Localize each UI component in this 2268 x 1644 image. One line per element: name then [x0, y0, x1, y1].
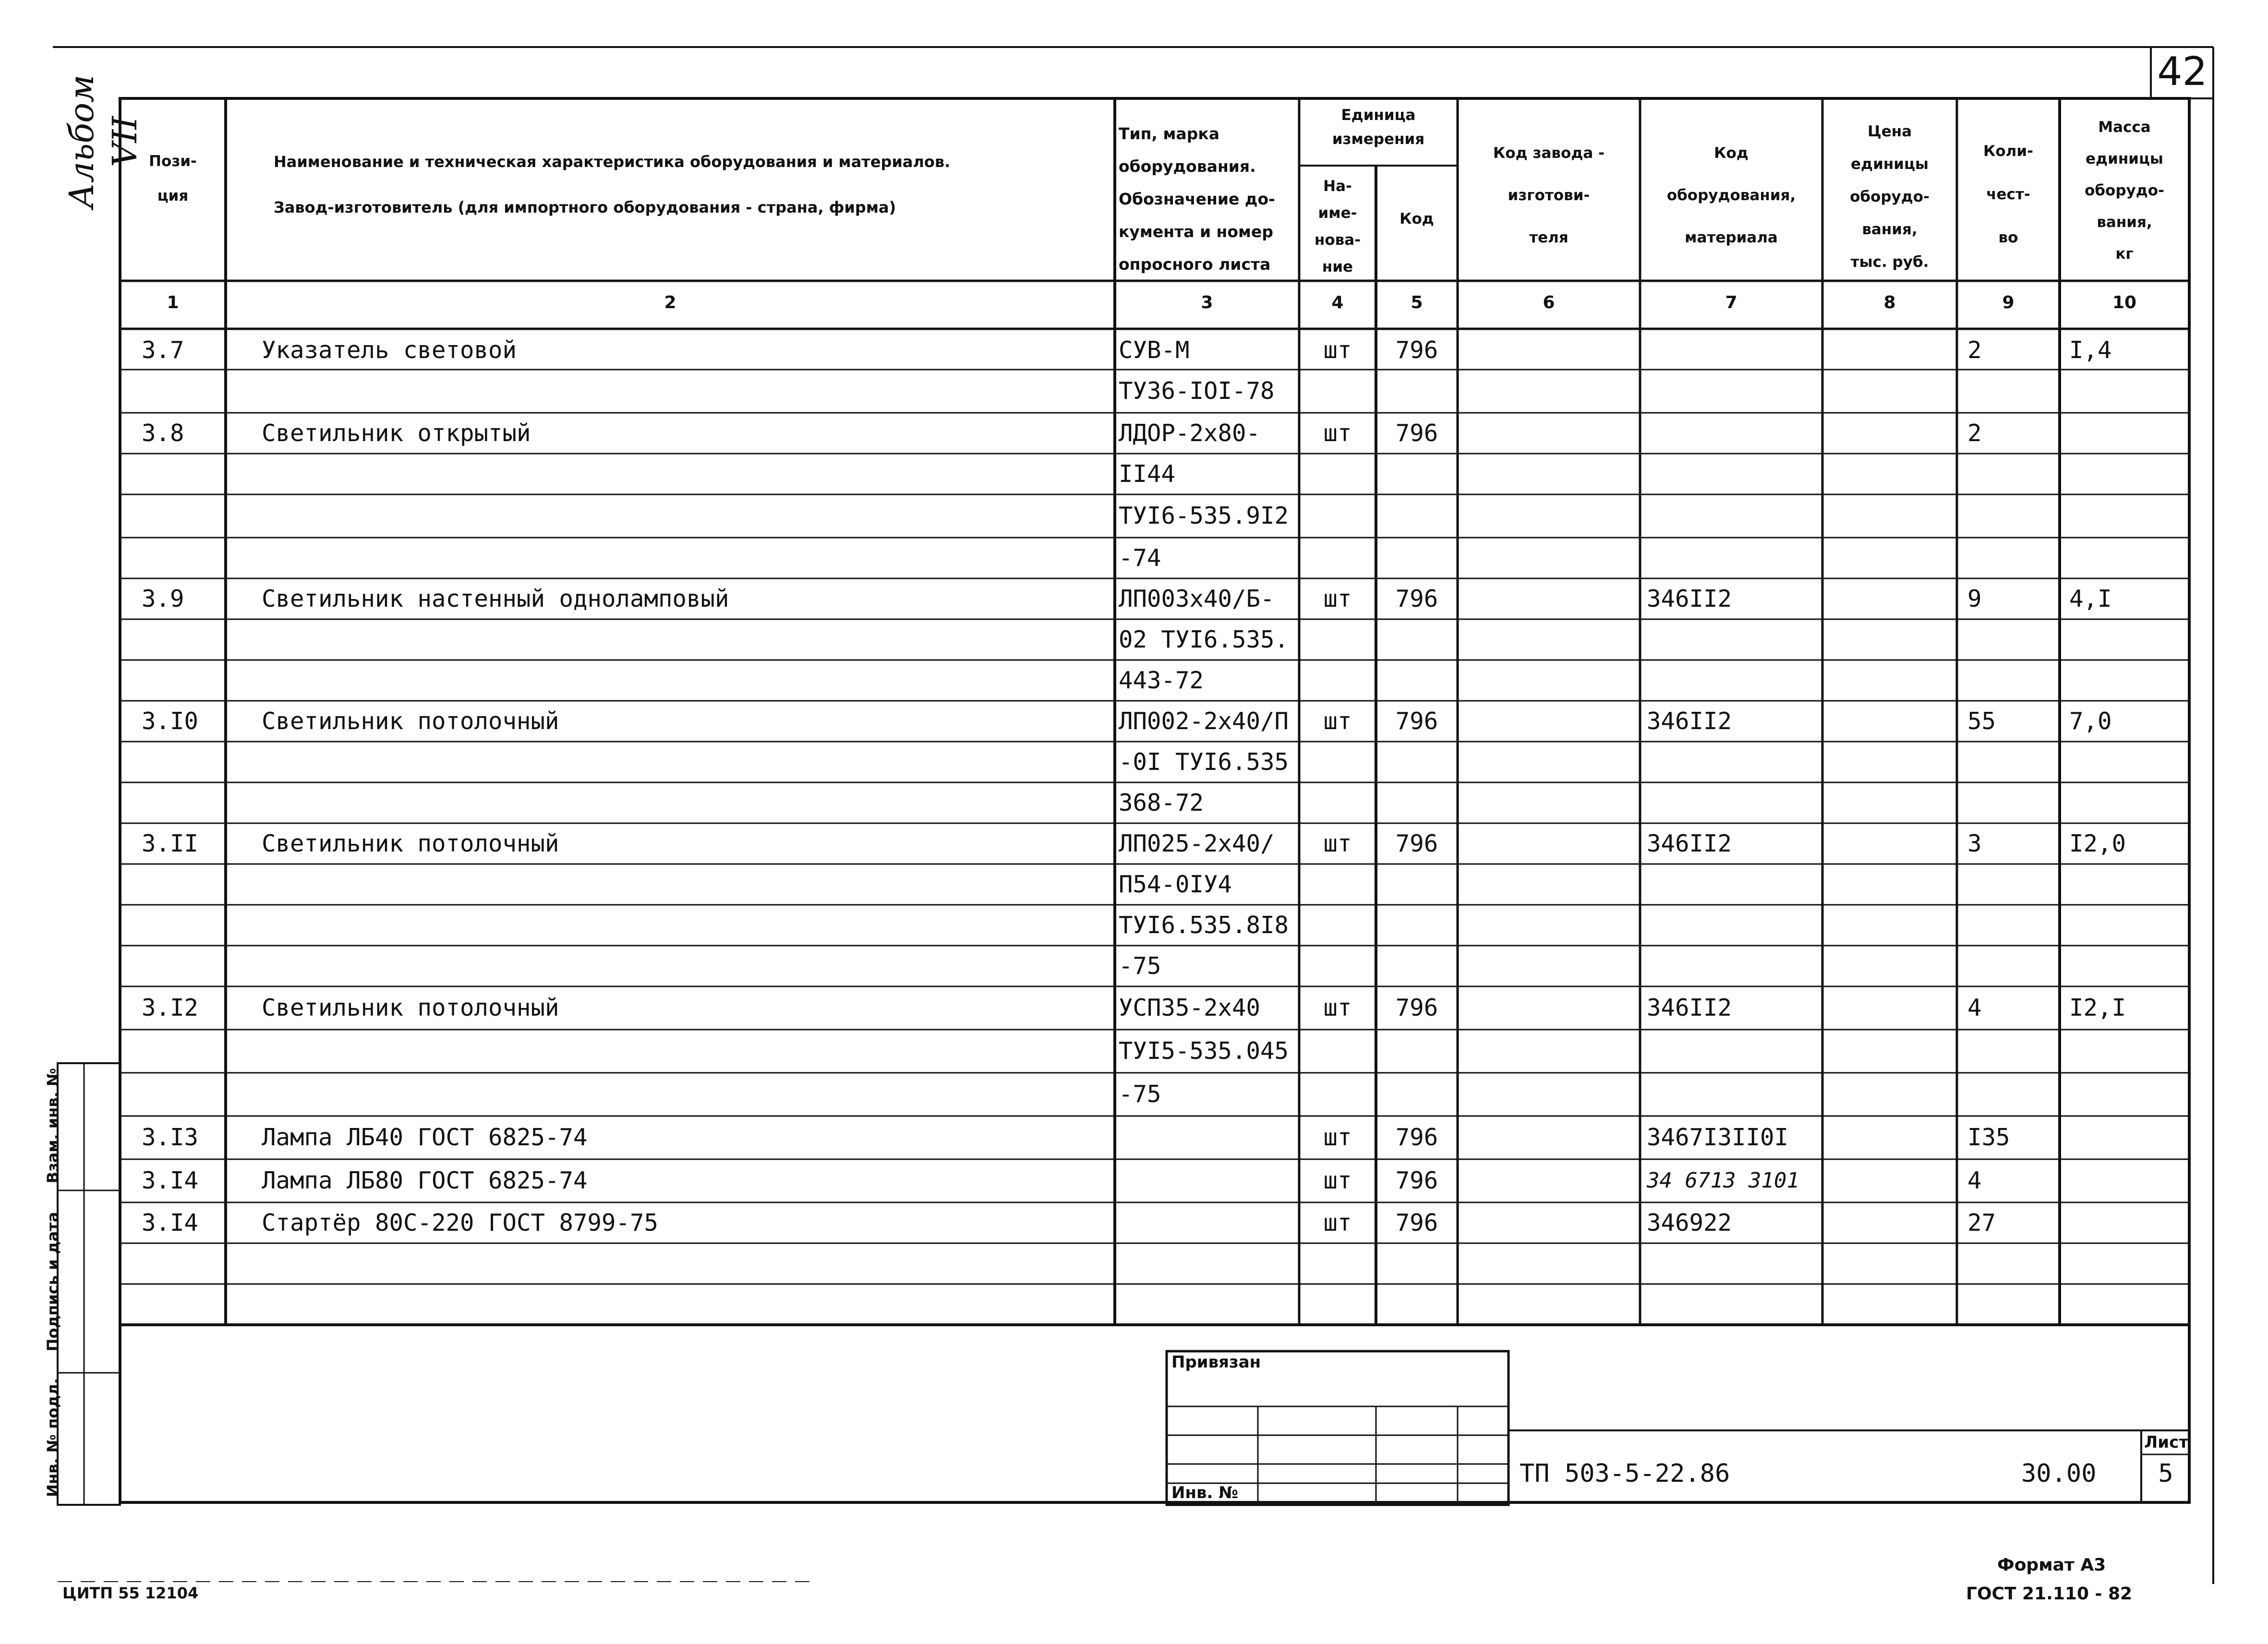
cell-equip: 346II2	[1647, 994, 1732, 1021]
cell-qty: 3	[1967, 829, 1982, 857]
cell-code: 796	[1395, 1124, 1438, 1151]
cell-pos: 3.I4	[142, 1167, 199, 1194]
cell-code: 796	[1395, 1209, 1438, 1236]
cell-pos: 3.8	[142, 419, 184, 447]
cell-unit: шт	[1323, 419, 1352, 447]
cell-type: УСП35-2х40	[1119, 994, 1261, 1021]
cell-unit: шт	[1323, 336, 1352, 364]
cell-unit: шт	[1323, 994, 1352, 1021]
cell-code: 796	[1395, 419, 1438, 447]
cell-type: -0I ТУI6.535	[1119, 748, 1289, 776]
cell-mass: I2,I	[2069, 994, 2126, 1021]
format-label: Формат А3	[1997, 1555, 2106, 1575]
stamp-replaced-inv: Взам. инв. №	[44, 1068, 62, 1184]
cell-mass: 7,0	[2069, 707, 2112, 735]
sheet-label: Лист	[2144, 1433, 2188, 1452]
bound-block-inv: Инв. №	[1171, 1483, 1239, 1502]
cell-mass: I,4	[2069, 336, 2112, 364]
album-label: Альбом VII	[62, 74, 145, 209]
stamp-signature-date: Подпись и дата	[44, 1212, 62, 1352]
cell-equip: 34 6713 3101	[1647, 1168, 1799, 1193]
header-name: Наименование и техническая характеристика оборудования и материалов. Завод-изготовитель (для импортного оборудования - страна, фирма)	[274, 153, 951, 216]
cell-name: Лампа ЛБ40 ГОСТ 6825-74	[262, 1124, 588, 1151]
cell-type: ТУI6.535.8I8	[1119, 911, 1289, 939]
cell-type: 368-72	[1119, 789, 1204, 816]
cell-type: П54-0IУ4	[1119, 870, 1232, 898]
cell-qty: 9	[1967, 585, 1982, 612]
header-quantity: Коли- чест- во	[1983, 143, 2033, 246]
cell-type: ЛДОР-2х80-	[1119, 419, 1261, 447]
cell-mass: 4,I	[2069, 585, 2112, 612]
cell-type: 02 ТУI6.535.	[1119, 625, 1289, 653]
cell-code: 796	[1395, 829, 1438, 857]
cell-name: Светильник потолочный	[262, 707, 559, 735]
cell-type: -75	[1119, 952, 1161, 980]
cell-qty: 4	[1967, 1167, 1982, 1194]
cell-equip: 346922	[1647, 1209, 1732, 1236]
cell-type: ТУ36-IOI-78	[1119, 377, 1275, 405]
cell-type: 443-72	[1119, 666, 1204, 694]
column-number: 4	[1331, 293, 1344, 312]
cell-name: Светильник потолочный	[262, 829, 559, 857]
cell-type: II44	[1119, 460, 1176, 488]
cell-name: Светильник потолочный	[262, 994, 559, 1021]
cell-type: ЛП025-2х40/	[1119, 829, 1275, 857]
cell-unit: шт	[1323, 1124, 1352, 1151]
cell-name: Указатель световой	[262, 336, 517, 364]
print-mark: ЦИТП 55 12104	[62, 1584, 199, 1602]
cell-equip: 346II2	[1647, 707, 1732, 735]
column-number: 6	[1543, 293, 1555, 312]
cell-qty: I35	[1967, 1124, 2010, 1151]
cell-pos: 3.I3	[142, 1124, 199, 1151]
sheet-number: 42	[2157, 49, 2208, 95]
gost-label: ГОСТ 21.110 - 82	[1966, 1584, 2133, 1604]
header-mass: Масса единицы оборудо- вания, кг	[2085, 119, 2164, 263]
column-number: 5	[1411, 293, 1423, 312]
cell-type: ЛП002-2х40/П	[1119, 707, 1289, 735]
cell-code: 796	[1395, 585, 1438, 612]
cell-pos: 3.I0	[142, 707, 199, 735]
header-plant-code: Код завода - изготови- теля	[1493, 144, 1604, 246]
column-number: 9	[2002, 293, 2015, 312]
cell-pos: 3.I4	[142, 1209, 199, 1236]
column-number: 10	[2112, 293, 2137, 312]
column-number: 8	[1883, 293, 1896, 312]
cell-mass: I2,0	[2069, 829, 2126, 857]
cell-code: 796	[1395, 707, 1438, 735]
column-number: 3	[1201, 293, 1213, 312]
cell-name: Лампа ЛБ80 ГОСТ 6825-74	[262, 1167, 588, 1194]
header-equipment-code: Код оборудования, материала	[1666, 144, 1796, 246]
cell-qty: 27	[1967, 1209, 1996, 1236]
cell-type: СУВ-М	[1119, 336, 1190, 364]
cell-name: Стартёр 80С-220 ГОСТ 8799-75	[262, 1209, 659, 1236]
header-unit-name: На- име- нова- ние	[1314, 178, 1361, 276]
cell-code: 796	[1395, 994, 1438, 1021]
cell-type: -75	[1119, 1080, 1161, 1108]
document-code: ТП 503-5-22.86	[1520, 1459, 1730, 1488]
cell-unit: шт	[1323, 1167, 1352, 1194]
cell-code: 796	[1395, 336, 1438, 364]
cell-type: -74	[1119, 544, 1161, 572]
cell-code: 796	[1395, 1167, 1438, 1194]
column-number: 1	[167, 293, 179, 312]
cell-type: ТУI6-535.9I2	[1119, 502, 1289, 529]
cell-name: Светильник открытый	[262, 419, 531, 447]
cell-equip: 3467I3II0I	[1647, 1124, 1789, 1151]
header-position: Пози- ция	[149, 153, 197, 204]
section-code: 30.00	[2021, 1459, 2097, 1488]
cell-qty: 2	[1967, 336, 1982, 364]
cell-qty: 4	[1967, 994, 1982, 1021]
cell-pos: 3.I2	[142, 994, 199, 1021]
cell-name: Светильник настенный одноламповый	[262, 585, 729, 612]
header-price: Цена единицы оборудо- вания, тыс. руб.	[1850, 123, 1930, 271]
header-unit-code: Код	[1399, 210, 1434, 228]
cell-pos: 3.7	[142, 336, 184, 364]
stamp-inv-orig: Инв. № подл.	[44, 1378, 62, 1497]
cell-equip: 346II2	[1647, 585, 1732, 612]
bound-block-title: Привязан	[1171, 1353, 1261, 1372]
cell-type: ТУI5-535.045	[1119, 1037, 1289, 1065]
column-number: 7	[1725, 293, 1737, 312]
cell-pos: 3.9	[142, 585, 184, 612]
cell-equip: 346II2	[1647, 829, 1732, 857]
cell-unit: шт	[1323, 829, 1352, 857]
column-number: 2	[664, 293, 676, 312]
cell-unit: шт	[1323, 585, 1352, 612]
cell-unit: шт	[1323, 1209, 1352, 1236]
cell-unit: шт	[1323, 707, 1352, 735]
header-unit-group: Единица измерения	[1332, 107, 1425, 148]
cell-qty: 2	[1967, 419, 1982, 447]
cell-qty: 55	[1967, 707, 1996, 735]
cell-pos: 3.II	[142, 829, 199, 857]
header-type: Тип, марка оборудования. Обозначение до- кумента и номер опросного листа	[1119, 124, 1275, 274]
cell-type: ЛП003х40/Б-	[1119, 585, 1275, 612]
sheet-value: 5	[2158, 1459, 2173, 1488]
